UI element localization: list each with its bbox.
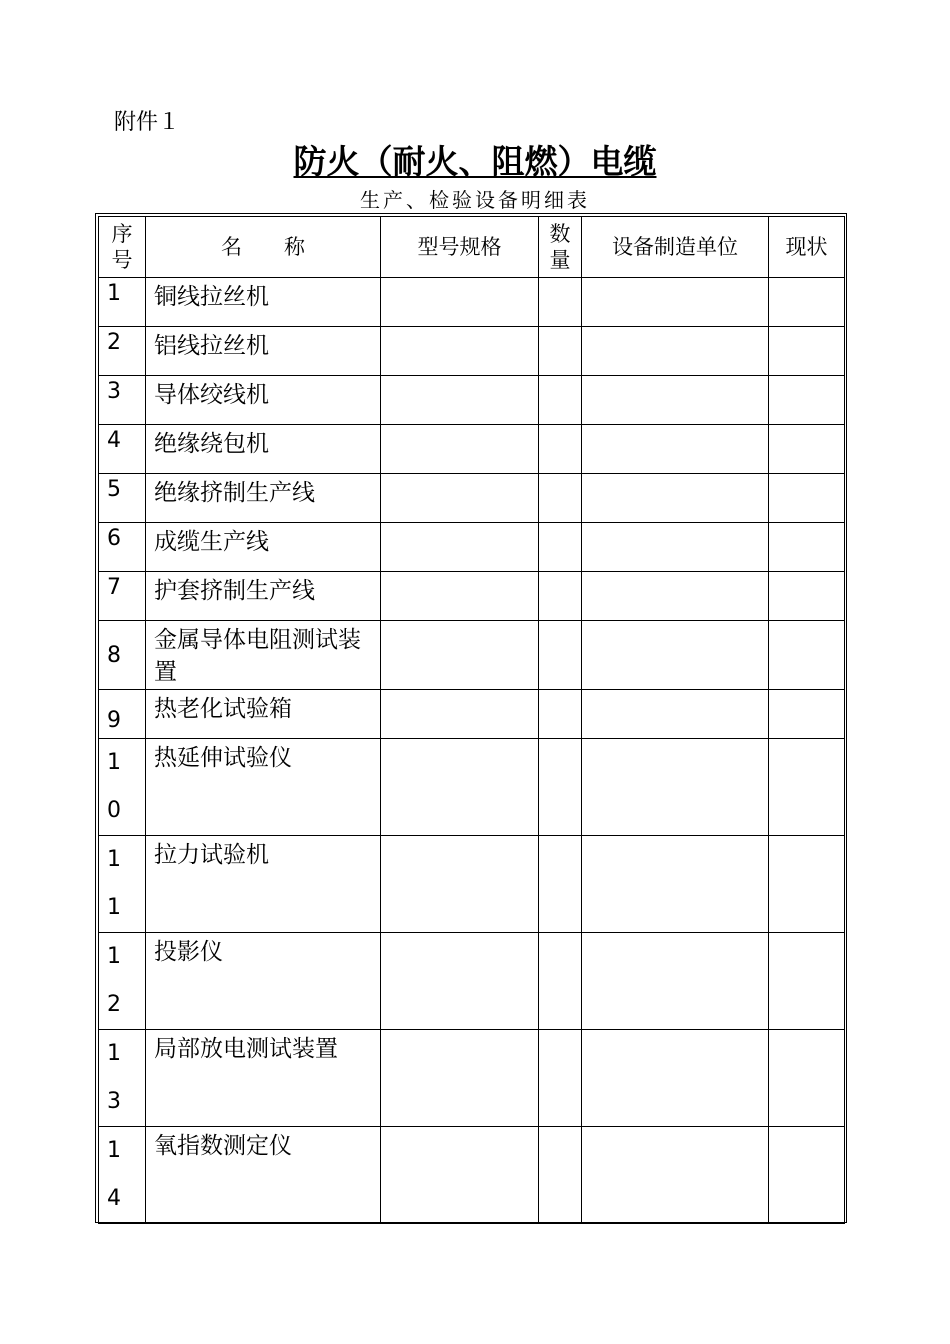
row-manufacturer: [582, 572, 769, 621]
row-quantity: [539, 1127, 582, 1224]
row-equipment-name: 金属导体电阻测试装置: [146, 621, 381, 690]
row-model-spec: [381, 1127, 539, 1224]
row-manufacturer: [582, 739, 769, 836]
table-row: [99, 739, 845, 836]
row-manufacturer: [582, 1030, 769, 1127]
row-status: [769, 836, 845, 933]
document-title: [0, 142, 950, 182]
row-equipment-name: 投影仪: [146, 933, 381, 1030]
row-manufacturer: [582, 278, 769, 327]
row-serial-number: 4: [99, 425, 146, 474]
row-quantity: [539, 572, 582, 621]
row-quantity: [539, 1030, 582, 1127]
row-quantity: [539, 621, 582, 690]
row-serial-number: 3: [99, 376, 146, 425]
row-model-spec: [381, 739, 539, 836]
header-manufacturer: 设备制造单位: [582, 217, 769, 278]
row-status: [769, 278, 845, 327]
row-manufacturer: [582, 690, 769, 739]
table-row: [99, 690, 845, 739]
row-equipment-name: 护套挤制生产线: [146, 572, 381, 621]
document-title-text: 防火（耐火、阻燃）电缆: [293, 142, 657, 181]
row-quantity: [539, 523, 582, 572]
row-serial-number: 2: [99, 327, 146, 376]
row-status: [769, 327, 845, 376]
row-serial-number: 10: [99, 739, 146, 836]
row-status: [769, 1030, 845, 1127]
header-name: 名 称: [146, 217, 381, 278]
table-row: [99, 278, 845, 327]
row-equipment-name: 铝线拉丝机: [146, 327, 381, 376]
row-equipment-name: 绝缘挤制生产线: [146, 474, 381, 523]
row-quantity: [539, 425, 582, 474]
row-serial-number: 14: [99, 1127, 146, 1224]
row-model-spec: [381, 572, 539, 621]
row-serial-number: 1: [99, 278, 146, 327]
row-model-spec: [381, 327, 539, 376]
row-equipment-name: 氧指数测定仪: [146, 1127, 381, 1224]
table-row: [99, 523, 845, 572]
row-manufacturer: [582, 933, 769, 1030]
row-model-spec: [381, 474, 539, 523]
row-equipment-name: 绝缘绕包机: [146, 425, 381, 474]
row-serial-number: 11: [99, 836, 146, 933]
attachment-label: 附件１: [114, 110, 181, 135]
row-model-spec: [381, 425, 539, 474]
row-quantity: [539, 739, 582, 836]
equipment-table: [98, 216, 845, 1224]
row-quantity: [539, 836, 582, 933]
equipment-table-frame: [95, 213, 847, 1223]
row-quantity: [539, 933, 582, 1030]
row-quantity: [539, 690, 582, 739]
table-row: [99, 572, 845, 621]
row-quantity: [539, 474, 582, 523]
row-manufacturer: [582, 474, 769, 523]
row-status: [769, 425, 845, 474]
table-row: [99, 1127, 845, 1224]
table-row: [99, 621, 845, 690]
table-row: [99, 1030, 845, 1127]
row-manufacturer: [582, 376, 769, 425]
row-serial-number: 9: [99, 690, 146, 739]
row-equipment-name: 局部放电测试装置: [146, 1030, 381, 1127]
table-row: [99, 474, 845, 523]
row-manufacturer: [582, 523, 769, 572]
header-status: 现状: [769, 217, 845, 278]
table-header-row: [99, 217, 845, 278]
row-manufacturer: [582, 425, 769, 474]
row-status: [769, 572, 845, 621]
table-row: [99, 327, 845, 376]
header-serial-number: 序号: [99, 217, 146, 278]
row-serial-number: 5: [99, 474, 146, 523]
row-equipment-name: 导体绞线机: [146, 376, 381, 425]
row-manufacturer: [582, 1127, 769, 1224]
row-status: [769, 621, 845, 690]
row-status: [769, 933, 845, 1030]
row-equipment-name: 铜线拉丝机: [146, 278, 381, 327]
row-serial-number: 7: [99, 572, 146, 621]
row-quantity: [539, 278, 582, 327]
row-model-spec: [381, 1030, 539, 1127]
row-model-spec: [381, 690, 539, 739]
document-subtitle: 生产、检验设备明细表: [360, 188, 590, 212]
row-serial-number: 13: [99, 1030, 146, 1127]
table-row: [99, 933, 845, 1030]
row-manufacturer: [582, 327, 769, 376]
row-status: [769, 523, 845, 572]
row-equipment-name: 热延伸试验仪: [146, 739, 381, 836]
row-quantity: [539, 376, 582, 425]
row-model-spec: [381, 933, 539, 1030]
row-equipment-name: 热老化试验箱: [146, 690, 381, 739]
row-status: [769, 739, 845, 836]
row-serial-number: 8: [99, 621, 146, 690]
row-status: [769, 690, 845, 739]
row-status: [769, 376, 845, 425]
row-manufacturer: [582, 836, 769, 933]
row-model-spec: [381, 836, 539, 933]
table-row: [99, 425, 845, 474]
row-status: [769, 1127, 845, 1224]
row-status: [769, 474, 845, 523]
table-row: [99, 836, 845, 933]
row-model-spec: [381, 278, 539, 327]
row-model-spec: [381, 376, 539, 425]
table-row: [99, 376, 845, 425]
row-serial-number: 6: [99, 523, 146, 572]
row-equipment-name: 成缆生产线: [146, 523, 381, 572]
row-quantity: [539, 327, 582, 376]
header-model-spec: 型号规格: [381, 217, 539, 278]
row-manufacturer: [582, 621, 769, 690]
row-equipment-name: 拉力试验机: [146, 836, 381, 933]
header-quantity: 数量: [539, 217, 582, 278]
row-model-spec: [381, 621, 539, 690]
row-serial-number: 12: [99, 933, 146, 1030]
row-model-spec: [381, 523, 539, 572]
